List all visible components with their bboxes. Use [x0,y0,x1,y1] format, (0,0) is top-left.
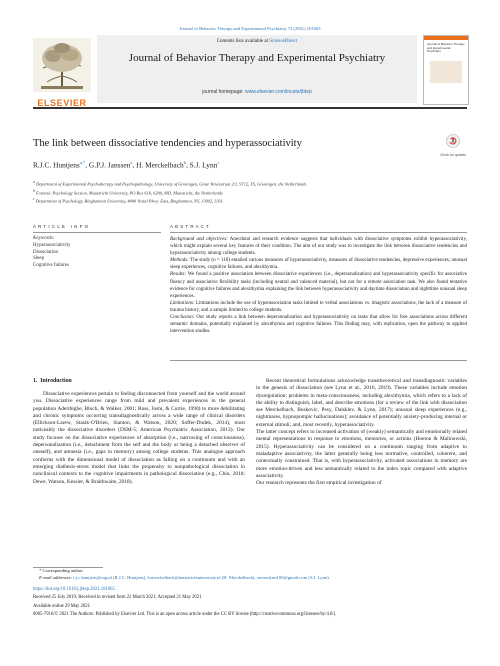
contents-prefix: Contents lists available at [216,39,270,44]
email-line: E-mail addresses: r.j.c.huntjens@rug.nl (R.J.C. Huntjens), h.merckelbach@maastrichtuniversity.nl (H. Merckelbach), stevenlynn100@gmail.com (S.J. Lynn). [39,574,330,580]
cover-graphic [430,61,462,83]
elsevier-tree-icon [33,38,91,92]
abstract-paragraph: Methods: The study (n = 118) entailed various measures of hyperassociativity, measures of dissociative tendencies, depressive experiences, unusual sleep experiences, cognitive failures, and alexithymia. [170,258,467,271]
keyword-item: Sleep [33,256,45,262]
keywords-label: Keywords: [33,236,55,241]
affiliation-item: $^c$ Department of Psychology, Binghamton University, 4400 Vestal Pkwy. East, Binghamton, NY, 13902, USA [33,197,223,204]
author-affiliation-link[interactable]: c [217,160,220,165]
elsevier-logo[interactable] [33,38,91,108]
publisher-name: ELSEVIER [37,98,87,108]
abstract-paragraph: Results: We found a positive association between dissociative experiences (i.e., depersonalization) and hyperassociativity specific for associative fluency and associative flexibility tasks (including neutral and valenced material), but not for a remote association task. We also found tentative evidence for cognitive failures and alexithymia explaining the link between hyperassociativity and daytime dissociation and nighttime unusual sleep experiences. [170,272,467,299]
check-updates-label: Check for updates [440,153,466,157]
received-dates: Received 25 July 2019; Received in revised form 22 March 2021; Accepted 21 May 2021 [33,595,202,601]
footnotes [33,568,467,581]
author-name: R.J.C. Huntjens [33,160,80,170]
journal-citation[interactable]: Journal of Behavior Therapy and Experimental Psychiatry 73 (2021) 101665 [179,26,321,31]
article-title: The link between dissociative tendencies and hyperassociativity [33,138,302,149]
publication-info [33,586,467,619]
doi-link[interactable]: https://doi.org/10.1016/j.jbtep.2021.101665 [33,587,115,592]
keyword-item: Hyperassociativity [33,242,71,248]
homepage-prefix: journal homepage: [202,89,246,95]
info-rule [33,232,161,233]
intro-left-column: Dissociative experiences pertain to feeling disconnected from yourself and the world around you. Dissociative experiences range from mild and prevalent experiences in the general population Aderibigbe, Bloch, & Walker, 2001; Ross, Joshi, & Currie, 1990) to more debilitating and chronic symptoms occurring transdiagnostically across a wide range of clinical disorders (Ellickson-Larew, Stasik-O'Brien, Stanton, & Watson, 2020; Soffer-Dudek, 2014), most noticeably the dissociative disorders (DSM-5; American Psychiatric Association, 2013). Our study focuses on the dissociative experiences of absorption (i.e., narrowing of consciousness), depersonalization (i.e., detachment from the self and the body or being a detached observer of oneself), and amnesia (i.e., gaps in memory) among college students. This analogue approach conforms with the dimensional model of dissociation as falling on a continuum and with an emerging diathesis-stress model that links the propensity to nonpathological dissociation in nonclinical contexts to the cognitive impairments in pathological dissociation (e.g., Chiu, 2018; Dewe, Watson, Kessler, & Braithwaite, 2018). [33,391,245,485]
author-name: S.J. Lynn [189,160,218,170]
journal-banner [97,35,417,103]
journal-header [33,35,467,108]
keyword-item: Dissociation [33,249,58,255]
homepage-line [97,89,417,95]
header-divider [33,107,467,109]
intro-right-column: Recent theoretical formulations acknowledge transtheoretical and transdiagnostic variables in the genesis of dissociation (see Lynn et al., 2016, 2019). These variables include emotion dysregulation; problems in meta-consciousness, including alexithymia, which refers to a lack of the ability to distinguish, label, and describe emotions (for a review of the link with dissociation see Merckelbach, Boskovic, Pesy, Dalsklev, & Lynn, 2017); unusual sleep experiences (e.g., nightmares, hypnopompic hallucinations); avoidance of potentially anxiety-producing internal or external stimuli; and, most recently, hyperassociativity. The latter concept refers to increased activation of (weakly) semantically and emotionally related mental representations in response to emotions, memories, or actions (Hoeton & Malinowski, 2015). Hyperassociativity can be considered on a continuum ranging from adaptive to maladaptive associativity, the latter generally being less normative, controlled, coherent, and contextually constrained. That is, with hyperassociativity, activated associations in memory are more emotion-driven and less semantically related to the index topic compared with adaptive associativity. Our research represents the first empirical investigation of [256,378,467,487]
abstract-paragraph: Background and objectives: Anecdotal and research evidence suggests that individuals with dissociative symptoms exhibit hyperassociativity, which might explain several key features of their condition. The aim of our study was to investigate the link between dissociative tendencies and hyperassociativity among college students. [170,237,467,257]
available-online: Available online 29 May 2021 [33,603,90,609]
author-affiliation-link[interactable]: a [130,160,133,165]
abstract-rule [170,232,467,233]
sciencedirect-link[interactable]: ScienceDirect [269,39,298,44]
abstract-end-rule [170,360,467,361]
keywords-block [33,236,161,270]
affiliation-item: $^a$ Department of Experimental Psychotherapy and Psychopathology, University of Groningen, Grote Kruisstraat 2/1, 9712, TS, Groningen, the Netherlands [33,180,307,187]
journal-title: Journal of Behavior Therapy and Experimental Psychiatry [128,52,386,64]
contents-line [97,39,417,45]
email-addresses[interactable]: r.j.c.huntjens@rug.nl (R.J.C. Huntjens), h.merckelbach@maastrichtuniversity.nl (H. Merckelbach), stevenlynn100@gmail.com (S.J. Lynn). [73,574,330,580]
abstract-body [170,236,467,335]
author-list: R.J.C. Huntjens$^{a,*}$, G.P.J. Janssen$^a$, H. Merckelbach$^b$, S.J. Lynn$^c$ [33,160,220,170]
abstract-paragraph: Conclusion: Our study reports a link between depersonalization and hyperassociativity on tasks that allow for free associations across different semantic domains, potentially explained by alexithymia and cognitive failures. This finding may, with replication, open the pathway to applied intervention studies. [170,315,467,335]
author-name: H. Merckelbach [136,160,184,170]
author-affiliation-link[interactable]: b [183,160,186,165]
homepage-link[interactable]: www.elsevier.com/locate/jbtep [245,89,312,95]
check-updates-icon [446,134,460,148]
journal-cover[interactable] [423,35,469,105]
affiliations [33,179,467,205]
corresponding-author-note: * Corresponding author. [39,568,84,573]
article-info-heading: A R T I C L E I N F O [33,224,89,229]
abstract-paragraph: Limitations: Limitations include the use of hyperassociation tasks limited to verbal associations vs. imagistic associations, the lack of a measure of trauma history, and a sample limited to college students. [170,300,467,313]
keyword-item: Cognitive failures [33,263,69,269]
copyright-line: 0005-7916/© 2021 The Authors. Published by Elsevier Ltd. This is an open access article under the CC BY license (http://creativecommons.org/licenses/by/4.0/). [33,611,337,617]
author-name: G.P.J. Janssen [88,160,131,170]
author-affiliation-link[interactable]: a,* [79,160,86,165]
affiliation-item: $^b$ Forensic Psychology Section, Maastricht University, PO Box 616, 6200, MD, Maastricht, the Netherlands [33,188,223,196]
abstract-heading: A B S T R A C T [170,224,210,229]
cover-label: Journal of Behavior Therapy and Experimental Psychiatry [427,42,465,54]
check-updates-badge[interactable] [440,134,466,157]
section-heading: 1. Introduction [33,378,72,384]
